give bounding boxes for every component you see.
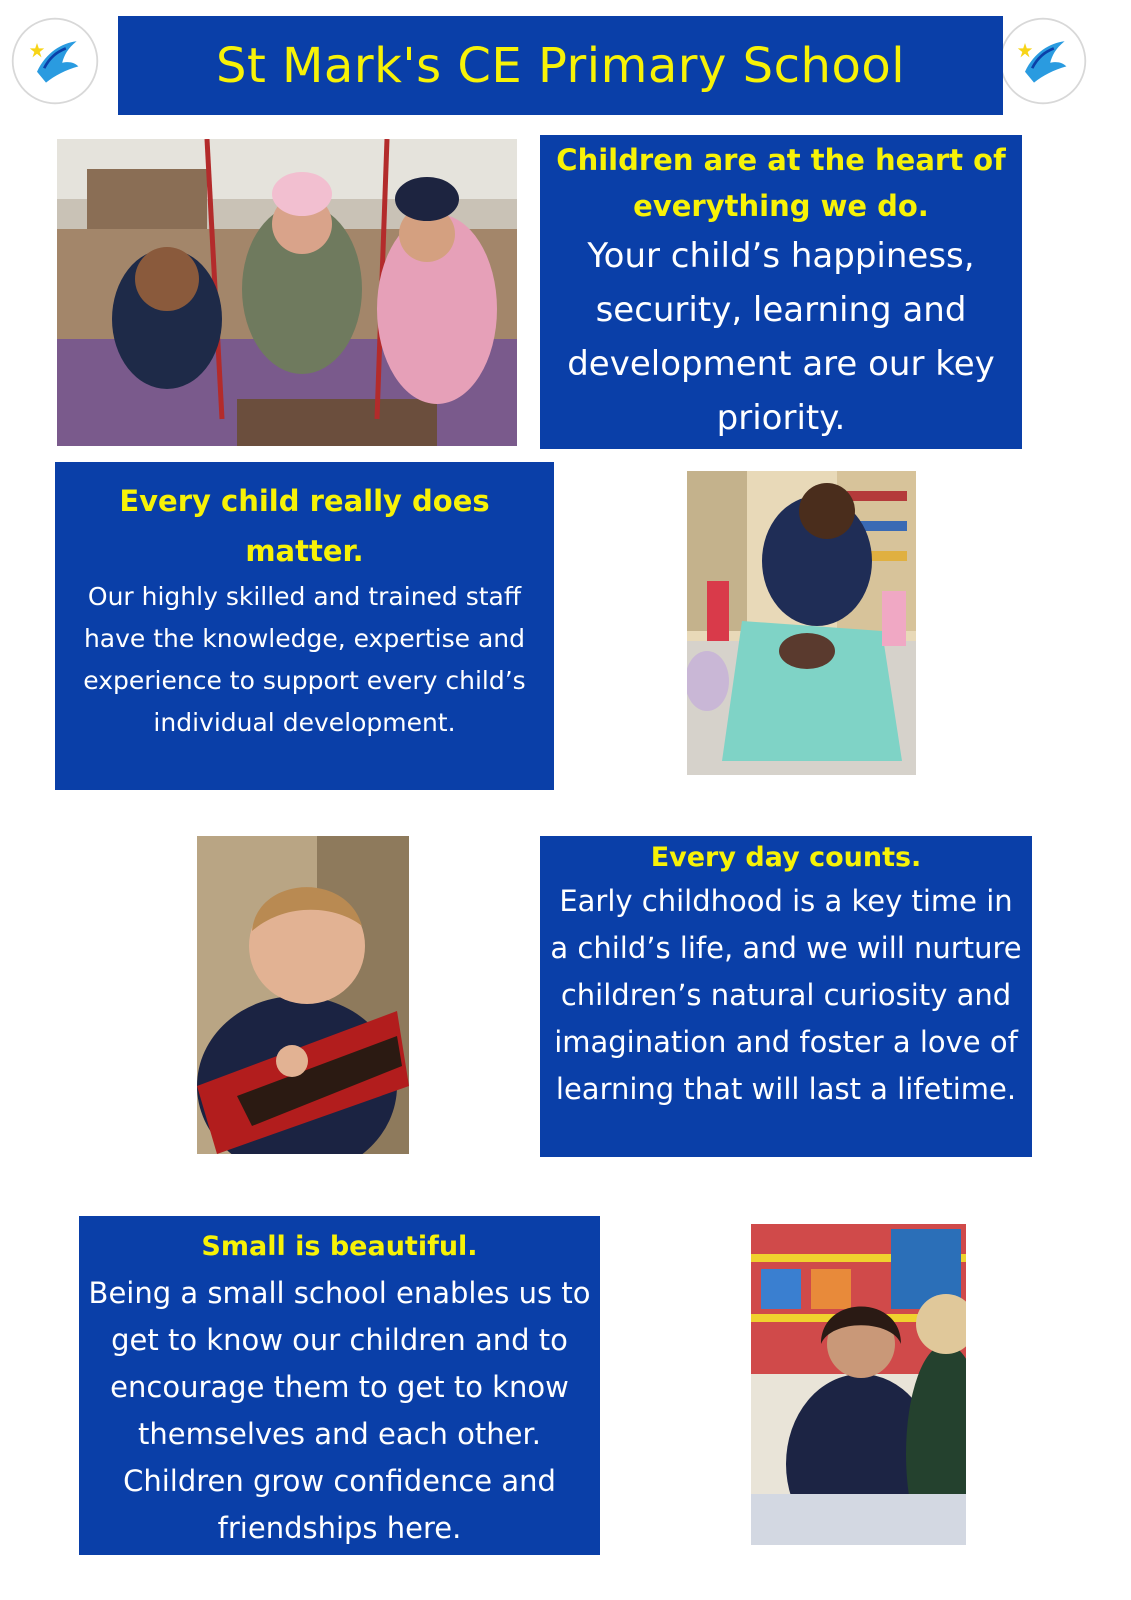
section-heading: Every day counts. [650,842,922,873]
section-small-is-beautiful [79,1216,600,1555]
section-heading: Every child really does matter. [119,484,490,568]
section-heading: Children are at the heart of everything we do. [556,143,1006,223]
section-every-day-counts [540,836,1032,1157]
child-painting-photo [687,471,916,775]
page-title: St Mark's CE Primary School [215,37,906,94]
section-body: Your child’s happiness, security, learning and development are our key priority. [567,236,995,438]
girl-in-library-photo [751,1224,966,1545]
section-body: Our highly skilled and trained staff have the knowledge, expertise and experience to support every child’s individual development. [83,582,526,737]
school-logo-right [998,16,1088,106]
header-banner [118,16,1003,115]
section-heading: Small is beautiful. [201,1231,478,1262]
section-heart-of-everything [540,135,1022,449]
playground-swing-photo [57,139,517,446]
boy-reading-photo [197,836,409,1154]
section-body: Being a small school enables us to get to know our children and to encourage them to get to know themselves and each other. Children grow confidence and friendships here. [88,1276,591,1545]
section-every-child-matters [55,462,554,790]
section-body: Early childhood is a key time in a child’s life, and we will nurture children’s natural curiosity and imagination and foster a love of learning that will last a lifetime. [550,884,1022,1106]
school-logo-left [10,16,100,106]
